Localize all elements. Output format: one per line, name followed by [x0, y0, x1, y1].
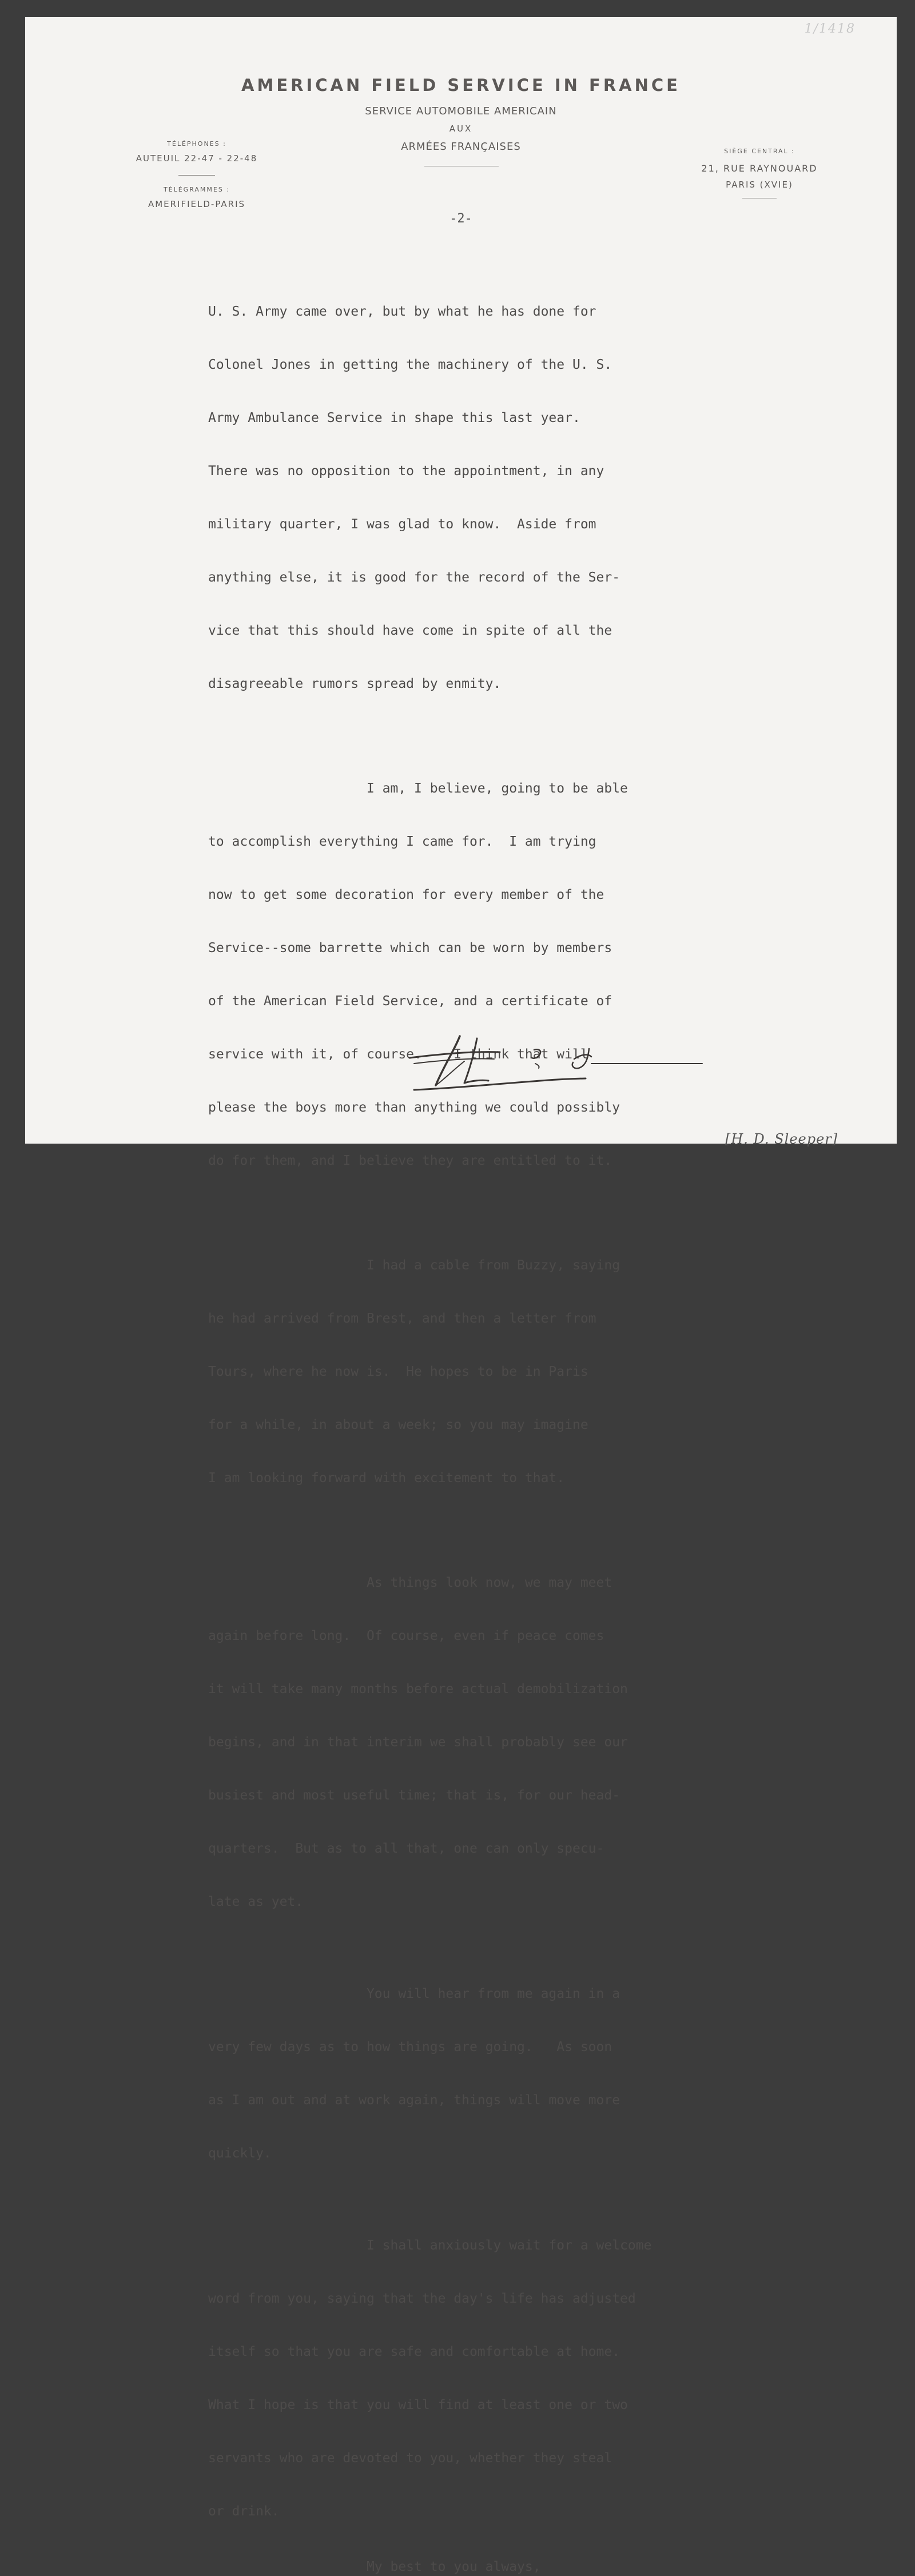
text-line: You will hear from me again in a [208, 1986, 620, 2001]
paragraph-6 [208, 2201, 723, 2556]
telephones-label: TÉLÉPHONES : [167, 140, 226, 148]
text-line: I am, I believe, going to be able [208, 781, 628, 796]
text-line: late as yet. [208, 1894, 304, 1909]
text-line: very few days as to how things are going. As soon [208, 2040, 612, 2055]
text-line: he had arrived from Brest, and then a letter from [208, 1311, 596, 1326]
text-line: U. S. Army came over, but by what he has done for [208, 304, 596, 319]
archival-attribution: [H. D. Sleeper] [725, 1131, 838, 1147]
text-line: itself so that you are safe and comfortable at home. [208, 2344, 620, 2359]
text-line: anything else, it is good for the record of the Ser- [208, 570, 620, 585]
text-line: I shall anxiously wait for a welcome [208, 2238, 652, 2253]
text-line: begins, and in that interim we shall probably see our [208, 1735, 628, 1750]
text-line: service with it, of course. I think that will [208, 1047, 588, 1062]
text-line: There was no opposition to the appointment, in any [208, 464, 604, 479]
text-line: as I am out and at work again, things will move more [208, 2093, 620, 2108]
hq-street: 21, RUE RAYNOUARD [701, 163, 818, 174]
archive-number: 1/1418 [804, 22, 856, 36]
hq-label: SIÈGE CENTRAL : [724, 148, 795, 155]
text-line: to accomplish everything I came for. I am trying [208, 834, 596, 849]
text-line: Colonel Jones in getting the machinery of the U. S. [208, 357, 612, 372]
text-line: Army Ambulance Service in shape this last year. [208, 411, 580, 425]
letterhead-subtitle-2: AUX [449, 124, 473, 134]
text-line: disagreeable rumors spread by enmity. [208, 676, 502, 691]
text-line: As things look now, we may meet [208, 1575, 612, 1590]
text-line: I had a cable from Buzzy, saying [208, 1258, 620, 1273]
paragraph-2 [208, 744, 723, 1205]
closing-line: My best to you always, [208, 2559, 541, 2574]
paragraph-5 [208, 1950, 723, 2198]
text-line: of the American Field Service, and a certificate of [208, 994, 612, 1009]
paragraph-3 [208, 1221, 723, 1523]
handwritten-signature [403, 1028, 711, 1097]
letter-body [208, 268, 723, 2576]
text-line: quickly. [208, 2146, 272, 2161]
contact-divider [178, 175, 215, 176]
paragraph-1 [208, 268, 723, 728]
text-line: or drink. [208, 2504, 280, 2519]
page-number: -2- [449, 212, 472, 226]
letter-page [25, 17, 897, 2574]
text-line: word from you, saying that the day's life has adjusted [208, 2291, 636, 2306]
telegrams-label: TÉLÉGRAMMES : [163, 186, 230, 193]
paragraph-4 [208, 1539, 723, 1946]
text-line: servants who are devoted to you, whether they steal [208, 2451, 612, 2466]
letterhead-subtitle-1: SERVICE AUTOMOBILE AMERICAIN [365, 105, 557, 117]
text-line: vice that this should have come in spite of all the [208, 623, 612, 638]
text-line: busiest and most useful time; that is, for our head- [208, 1788, 620, 1803]
text-line: for a while, in about a week; so you may imagine [208, 1418, 588, 1432]
text-line: it will take many months before actual demobilization [208, 1682, 628, 1697]
letterhead-subtitle-3: ARMÉES FRANÇAISES [401, 141, 521, 153]
text-line: military quarter, I was glad to know. Aside from [208, 517, 596, 532]
text-line: quarters. But as to all that, one can only specu- [208, 1841, 604, 1856]
text-line: please the boys more than anything we could possibly [208, 1100, 620, 1115]
letterhead-title: AMERICAN FIELD SERVICE IN FRANCE [241, 75, 681, 95]
text-line: again before long. Of course, even if peace comes [208, 1629, 604, 1643]
text-line: do for them, and I believe they are entitled to it. [208, 1153, 612, 1168]
text-line: Service--some barrette which can be worn by members [208, 941, 612, 955]
hq-city: PARIS (XVIE) [726, 180, 793, 190]
letterhead-contact-block [105, 140, 288, 209]
text-line: I am looking forward with excitement to that. [208, 1471, 565, 1486]
telegrams-value: AMERIFIELD-PARIS [148, 199, 246, 209]
text-line: What I hope is that you will find at least one or two [208, 2398, 628, 2412]
letterhead-address-block [662, 148, 857, 198]
text-line: now to get some decoration for every member of the [208, 887, 604, 902]
telephones-value: AUTEUIL 22-47 - 22-48 [136, 153, 258, 164]
text-line: Tours, where he now is. He hopes to be in Paris [208, 1364, 588, 1379]
